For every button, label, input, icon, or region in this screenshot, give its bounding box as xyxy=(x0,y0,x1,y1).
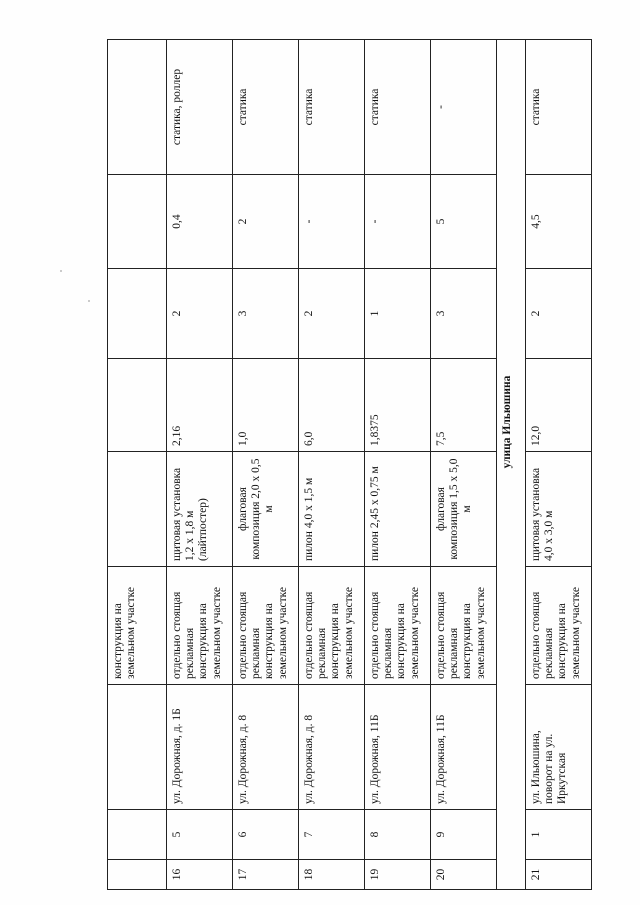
cell-address xyxy=(108,685,167,810)
cell-area: 6,0 xyxy=(299,359,365,452)
advertising-structures-table xyxy=(107,39,592,890)
cell-dist: 4,5 xyxy=(526,175,592,269)
cell-num: 18 xyxy=(299,860,365,890)
cell-view: статика xyxy=(299,40,365,175)
cell-address: ул. Дорожная, д. 1Б xyxy=(167,685,233,810)
cell-address: ул. Дорожная, д. 8 xyxy=(299,685,365,810)
scan-speck xyxy=(88,300,90,302)
table-row-continuation xyxy=(108,40,167,890)
cell-kind: пилон 2,45 х 0,75 м xyxy=(365,452,431,567)
cell-address: ул. Дорожная, 11Б xyxy=(431,685,497,810)
cell-area: 2,16 xyxy=(167,359,233,452)
table-row xyxy=(299,40,365,890)
cell-count: 2 xyxy=(299,269,365,359)
cell-kind: щитовая установка 1,2 х 1,8 м (лайтпостер) xyxy=(167,452,233,567)
cell-count: 2 xyxy=(167,269,233,359)
cell-num: 20 xyxy=(431,860,497,890)
cell-type: отдельно стоящая рекламная конструкция на земельном участке xyxy=(365,567,431,685)
cell-dist: - xyxy=(365,175,431,269)
cell-kind: щитовая установка 4,0 х 3,0 м xyxy=(526,452,592,567)
cell-num xyxy=(108,860,167,890)
cell-dist: 0,4 xyxy=(167,175,233,269)
table-row xyxy=(526,40,592,890)
cell-type: отдельно стоящая рекламная конструкция на земельном участке xyxy=(299,567,365,685)
cell-type: отдельно стоящая рекламная конструкция на земельном участке xyxy=(167,567,233,685)
cell-area: 1,0 xyxy=(233,359,299,452)
cell-area: 7,5 xyxy=(431,359,497,452)
cell-num: 21 xyxy=(526,860,592,890)
cell-dist: - xyxy=(299,175,365,269)
cell-view: статика, роллер xyxy=(167,40,233,175)
cell-sub: 5 xyxy=(167,810,233,860)
cell-sub: 8 xyxy=(365,810,431,860)
cell-kind: флаговая композиция 2,0 х 0,5 м xyxy=(233,452,299,567)
cell-count: 2 xyxy=(526,269,592,359)
section-row xyxy=(497,40,526,890)
cell-type: конструкция на земельном участке xyxy=(108,567,167,685)
cell-view: статика xyxy=(365,40,431,175)
cell-sub xyxy=(108,810,167,860)
cell-address: ул. Ильюшина, поворот на ул. Иркутская xyxy=(526,685,592,810)
cell-area: 12,0 xyxy=(526,359,592,452)
table-row xyxy=(431,40,497,890)
cell-sub: 9 xyxy=(431,810,497,860)
cell-kind xyxy=(108,452,167,567)
cell-count: 3 xyxy=(431,269,497,359)
table-row xyxy=(365,40,431,890)
cell-count xyxy=(108,269,167,359)
table-row xyxy=(233,40,299,890)
cell-area xyxy=(108,359,167,452)
cell-address: ул. Дорожная, д. 8 xyxy=(233,685,299,810)
cell-num: 17 xyxy=(233,860,299,890)
rotated-table-container xyxy=(107,40,597,890)
cell-count: 1 xyxy=(365,269,431,359)
cell-dist: 2 xyxy=(233,175,299,269)
cell-view xyxy=(108,40,167,175)
table-row xyxy=(167,40,233,890)
cell-sub: 1 xyxy=(526,810,592,860)
cell-kind: пилон 4,0 х 1,5 м xyxy=(299,452,365,567)
cell-address: ул. Дорожная, 11Б xyxy=(365,685,431,810)
cell-count: 3 xyxy=(233,269,299,359)
cell-kind: флаговая композиция 1,5 х 5,0 м xyxy=(431,452,497,567)
cell-dist xyxy=(108,175,167,269)
cell-sub: 7 xyxy=(299,810,365,860)
cell-view: - xyxy=(431,40,497,175)
cell-type: отдельно стоящая рекламная конструкция на земельном участке xyxy=(526,567,592,685)
cell-num: 19 xyxy=(365,860,431,890)
cell-num: 16 xyxy=(167,860,233,890)
cell-type: отдельно стоящая рекламная конструкция на земельном участке xyxy=(233,567,299,685)
cell-area: 1,8375 xyxy=(365,359,431,452)
cell-sub: 6 xyxy=(233,810,299,860)
section-title: улица Ильюшина xyxy=(497,40,526,890)
scan-speck xyxy=(60,270,62,272)
cell-view: статика xyxy=(526,40,592,175)
cell-dist: 5 xyxy=(431,175,497,269)
cell-view: статика xyxy=(233,40,299,175)
cell-type: отдельно стоящая рекламная конструкция на земельном участке xyxy=(431,567,497,685)
